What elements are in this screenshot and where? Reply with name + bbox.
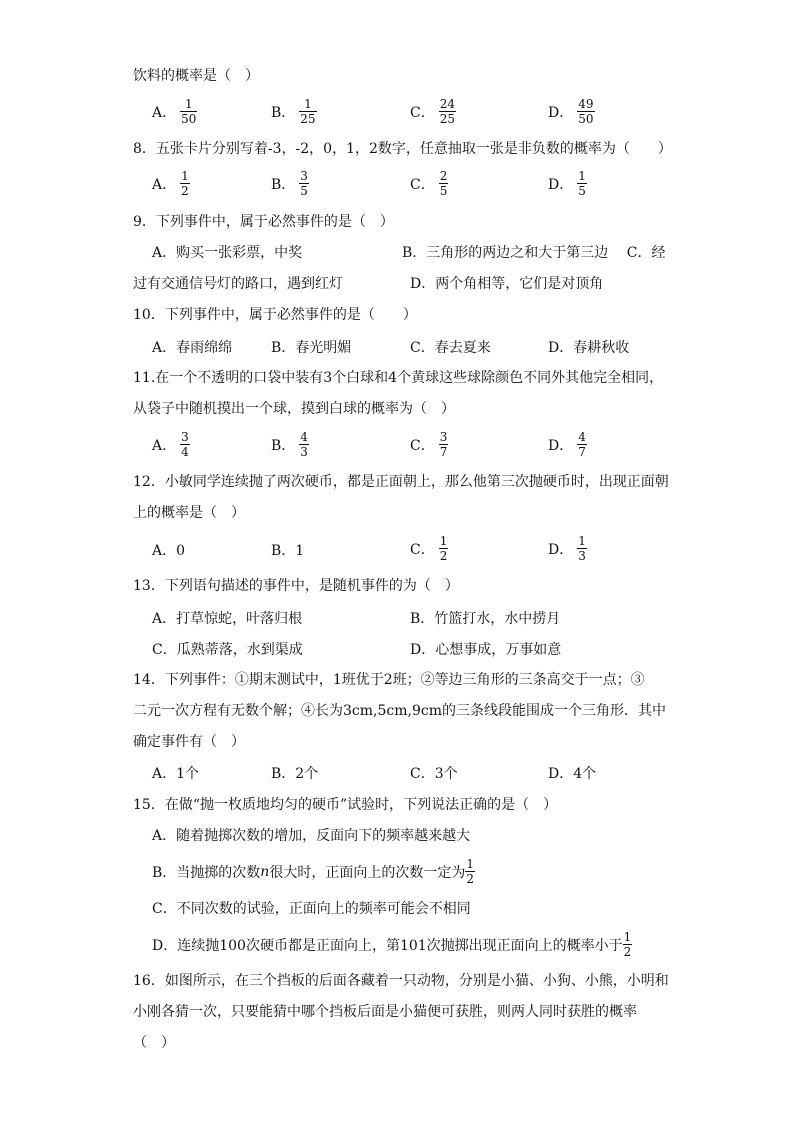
denominator: 25 (300, 112, 316, 126)
q8-option-d (548, 169, 587, 198)
numerator: 1 (439, 534, 448, 548)
denominator: 5 (300, 184, 308, 198)
q12-option-a: A．0 (152, 543, 186, 559)
denominator: 2 (181, 184, 189, 198)
numerator: 49 (578, 97, 594, 111)
q16-stem-2: 小刚各猜一次，只要能猜中哪个挡板后面是小猫便可获胜，则两人同时获胜的概率 (133, 1004, 637, 1020)
q15-option-d (152, 930, 632, 959)
q15-option-c: C．不同次数的试验，正面向上的频率可能会不相同 (152, 901, 471, 917)
denominator: 7 (439, 445, 448, 459)
q7-option-d (548, 97, 595, 126)
numerator: 1 (181, 169, 189, 183)
denominator: 5 (578, 184, 586, 198)
q7-stem-end: 饮料的概率是（ ） (133, 68, 259, 84)
q8-option-b (271, 169, 309, 198)
option-label: D． (548, 176, 574, 193)
option-label: B． (271, 176, 296, 193)
q9-option-b: B．三角形的两边之和大于第三边 C．经 (402, 245, 666, 261)
q10-option-a: A．春雨绵绵 (152, 340, 233, 356)
numerator: 1 (578, 169, 586, 183)
numerator: 4 (300, 430, 308, 444)
option-label: C． (410, 176, 435, 193)
numerator: 3 (300, 169, 308, 183)
numerator: 1 (304, 97, 312, 111)
fraction (577, 430, 587, 459)
denominator: 50 (181, 112, 197, 126)
q8-stem: 8．五张卡片分别写着-3，-2，0，1，2数字，任意抽取一张是非负数的概率为（ ） (133, 141, 672, 157)
option-label: C． (410, 541, 435, 558)
q9-stem: 9．下列事件中，属于必然事件的是（ ） (133, 214, 394, 230)
fraction (439, 97, 456, 126)
q7-option-a (152, 97, 197, 126)
q11-option-a (152, 430, 190, 459)
fraction (439, 430, 449, 459)
q14-stem-2: 二元一次方程有无数个解；④长为3cm,5cm,9cm的三条线段能围成一个三角形．其中 (133, 703, 666, 719)
fraction (180, 97, 197, 126)
denominator: 4 (181, 445, 189, 459)
numerator: 4 (578, 430, 586, 444)
q12-option-c (410, 534, 448, 563)
q7-option-c (410, 97, 456, 126)
q10-option-b: B．春光明媚 (271, 340, 352, 356)
option-text: 很大时，正面向上的次数一定为 (269, 864, 466, 881)
numerator: 1 (578, 534, 586, 548)
q14-option-c: C．3个 (410, 766, 458, 782)
q14-option-d: D．4个 (548, 766, 597, 782)
q15-stem: 15．在做“抛一枚质地均匀的硬币”试验时，下列说法正确的是（ ） (133, 797, 558, 813)
q12-stem-2: 上的概率是（ ） (133, 505, 245, 521)
fraction (299, 430, 309, 459)
numerator: 1 (184, 97, 193, 111)
numerator: 3 (439, 430, 448, 444)
q12-stem-1: 12．小敏同学连续抛了两次硬币，都是正面朝上，那么他第三次抛硬币时，出现正面朝 (133, 474, 669, 490)
q14-option-a: A．1个 (152, 766, 200, 782)
q11-stem-1: 11.在一个不透明的口袋中装有3个白球和4个黄球这些球除颜色不同外其他完全相同， (133, 370, 664, 386)
option-text: D．连续抛100次硬币都是正面向上，第101次抛掷出现正面向上的概率小于 (152, 937, 623, 954)
q10-option-c: C．春去夏来 (410, 340, 491, 356)
denominator: 7 (578, 445, 586, 459)
q7-option-b (271, 97, 317, 126)
fraction (577, 169, 587, 198)
numerator: 1 (466, 857, 474, 871)
fraction (299, 97, 316, 126)
q13-option-d: D．心想事成，万事如意 (410, 642, 562, 658)
q13-stem: 13．下列语句描述的事件中，是随机事件的为（ ） (133, 578, 459, 594)
option-label: A． (152, 104, 177, 121)
denominator: 5 (439, 184, 448, 198)
q11-option-b (271, 430, 309, 459)
option-label: D． (548, 437, 574, 454)
numerator: 2 (439, 169, 448, 183)
q14-option-b: B．2个 (271, 766, 319, 782)
numerator: 24 (439, 97, 455, 111)
q10-stem: 10．下列事件中，属于必然事件的是（ ） (133, 307, 417, 323)
option-label: A． (152, 437, 177, 454)
q11-stem-2: 从袋子中随机摸出一个球，摸到白球的概率为（ ） (133, 401, 455, 417)
q9-option-c-cont: 过有交通信号灯的路口，遇到红灯 (133, 276, 343, 292)
q16-stem-3: （ ） (133, 1035, 175, 1051)
denominator: 2 (623, 945, 632, 959)
q9-option-a: A．购买一张彩票，中奖 (152, 245, 303, 261)
option-label: D． (548, 541, 574, 558)
q8-option-c (410, 169, 448, 198)
q8-option-a (152, 169, 190, 198)
q15-option-a: A．随着抛掷次数的增加，反面向下的频率越来越大 (152, 828, 471, 844)
q14-stem-1: 14．下列事件：①期末测试中，1班优于2班；②等边三角形的三条高交于一点；③ (133, 672, 645, 688)
fraction (577, 97, 594, 126)
q15-option-b (152, 857, 475, 886)
denominator: 2 (439, 549, 448, 563)
option-label: B． (271, 104, 296, 121)
option-label: D． (548, 104, 574, 121)
q10-option-d: D．春耕秋收 (548, 340, 630, 356)
denominator: 50 (578, 112, 594, 126)
option-label: C． (410, 437, 435, 454)
fraction (180, 169, 190, 198)
q13-option-c: C．瓜熟蒂落，水到渠成 (152, 642, 303, 658)
fraction (439, 169, 449, 198)
q12-option-d (548, 534, 587, 563)
numerator: 1 (623, 930, 632, 944)
q11-option-d (548, 430, 587, 459)
denominator: 3 (300, 445, 308, 459)
variable-n: n (260, 863, 270, 880)
q12-option-b: B．1 (271, 543, 305, 559)
q11-option-c (410, 430, 448, 459)
denominator: 2 (466, 872, 474, 886)
option-label: C． (410, 104, 435, 121)
q9-option-d: D．两个角相等，它们是对顶角 (410, 276, 604, 292)
q13-option-b: B．竹篮打水，水中捞月 (410, 611, 561, 627)
fraction (180, 430, 190, 459)
q14-stem-3: 确定事件有（ ） (133, 734, 245, 750)
q16-stem-1: 16．如图所示，在三个挡板的后面各藏着一只动物，分别是小猫、小狗、小熊，小明和 (133, 973, 669, 989)
numerator: 3 (181, 430, 189, 444)
fraction (299, 169, 309, 198)
option-text: B．当抛掷的次数 (152, 864, 261, 881)
fraction (623, 930, 633, 959)
denominator: 25 (439, 112, 455, 126)
denominator: 3 (578, 549, 586, 563)
fraction (465, 857, 475, 886)
q13-option-a: A．打草惊蛇，叶落归根 (152, 611, 303, 627)
fraction (577, 534, 587, 563)
option-label: A． (152, 176, 177, 193)
option-label: B． (271, 437, 296, 454)
fraction (439, 534, 449, 563)
